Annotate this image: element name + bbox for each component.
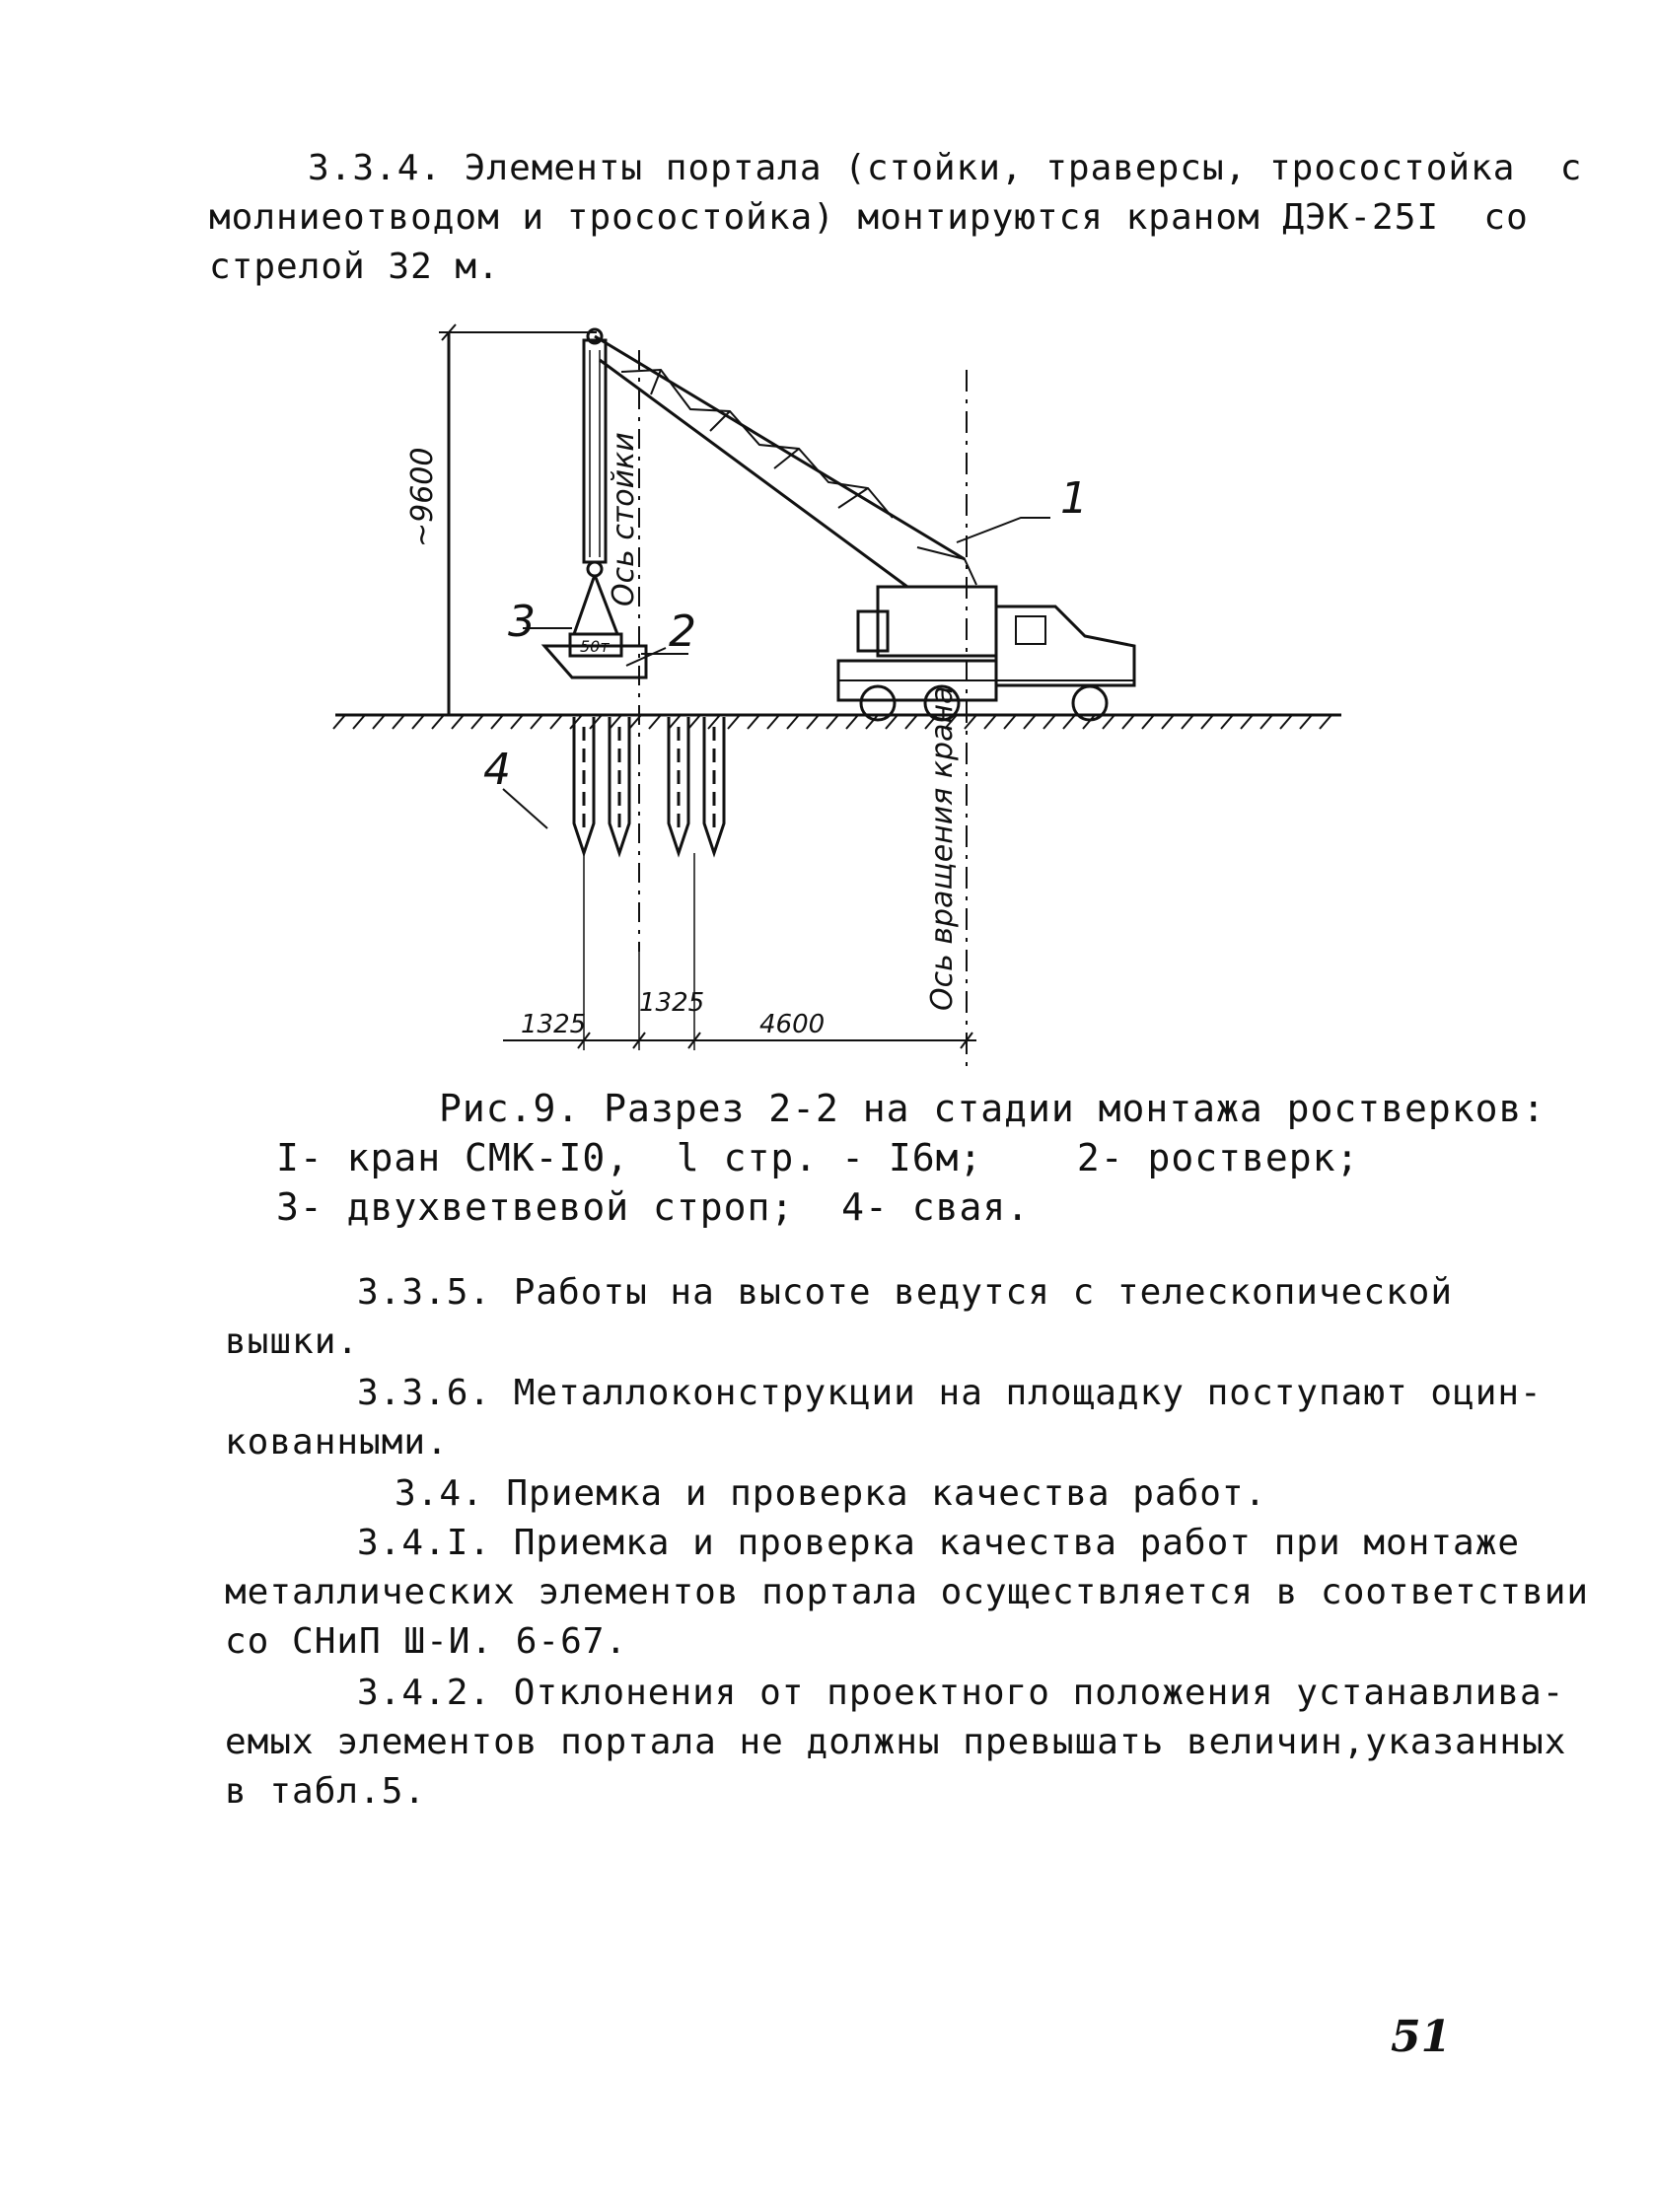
body-line-3: 3.3.6. Металлоконструкции на площадку поступают оцин- [357,1373,1543,1413]
intro-line-2: молниеотводом и тросостойка) монтируются краном ДЭК-25I со [209,197,1529,238]
ground-hatching [333,715,1331,729]
piles [574,717,724,853]
dimension-4600: 4600 [759,1010,826,1039]
figure-caption-line-1: Рис.9. Разрез 2-2 на стадии монтажа ростверков: [439,1087,1546,1130]
body-line-8: со СНиП Ш-И. 6-67. [225,1621,628,1662]
body-line-1: 3.3.5. Работы на высоте ведутся с телескопической [357,1272,1454,1313]
callout-3-label: 3 [508,597,536,647]
figure-caption-line-3: 3- двухветвевой строп; 4- свая. [276,1185,1031,1229]
body-line-2: вышки. [225,1321,360,1362]
dimension-1325-left: 1325 [521,1010,587,1039]
callout-4-label: 4 [483,745,511,795]
callout-1-label: 1 [1060,473,1088,524]
dimension-1325-right: 1325 [639,988,705,1018]
height-label: ~9600 [405,447,440,547]
body-line-4: кованными. [225,1422,449,1463]
rotation-axis-label: Ось вращения крана [925,685,960,1011]
crane-section-figure [325,321,1361,1070]
body-line-10: емых элементов портала не должны превышать величин,указанных [225,1722,1567,1762]
column-element [584,340,606,562]
page-number: 51 [1391,2012,1452,2062]
body-line-7: металлических элементов портала осуществляется в соответствии [225,1572,1590,1612]
load-mark-label: 50т [580,637,610,656]
crane-boom [595,336,965,587]
crane-cabin [878,587,996,656]
section-heading-3-4: 3.4. Приемка и проверка качества работ. [395,1473,1267,1514]
figure-caption-line-2: I- кран СМК-I0, l стр. - I6м; 2- ростверк; [276,1136,1360,1179]
body-line-11: в табл.5. [225,1771,427,1812]
body-line-9: 3.4.2. Отклонения от проектного положения устанавлива- [357,1673,1565,1713]
callout-1-leader [957,518,1050,542]
callout-2-label: 2 [669,607,696,657]
column-axis-label: Ось стойки [607,432,641,607]
body-line-6: 3.4.I. Приемка и проверка качества работ при монтаже [357,1523,1521,1563]
callout-4-leader [503,789,547,828]
intro-line-3: стрелой 32 м. [209,247,500,287]
intro-line-1: 3.3.4. Элементы портала (стойки, траверсы, тросостойка с [308,148,1583,188]
